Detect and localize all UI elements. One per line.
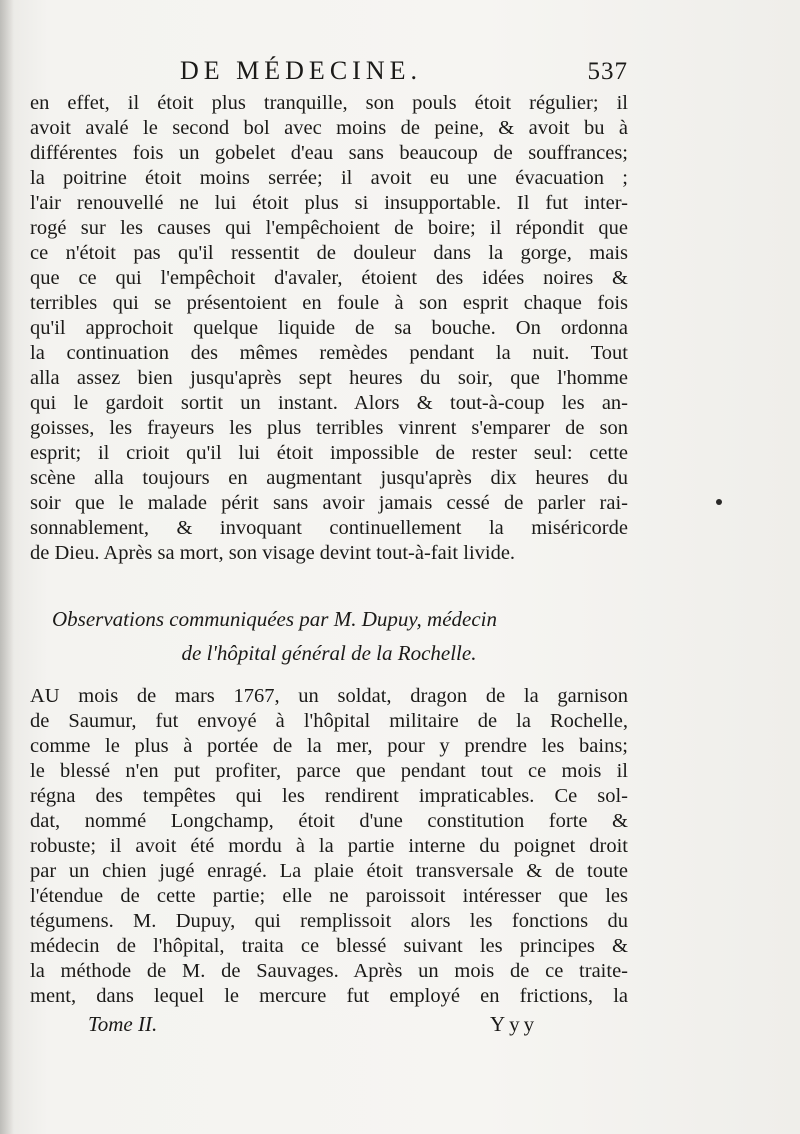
text-line: AU mois de mars 1767, un soldat, dragon de la garnison	[30, 685, 628, 707]
volume-label: Tome II.	[88, 1012, 158, 1036]
text-line: terribles qui se présentoient en foule à son esprit chaque fois	[30, 292, 628, 314]
page-footer	[30, 1012, 628, 1042]
text-line: régna des tempêtes qui les rendirent impraticables. Ce sol-	[30, 785, 628, 807]
paragraph-2	[30, 684, 628, 1009]
text-line: tégumens. M. Dupuy, qui remplissoit alors les fonctions du	[30, 910, 628, 932]
text-line: la poitrine étoit moins serrée; il avoit eu une évacuation ;	[30, 167, 628, 189]
text-line: la méthode de M. de Sauvages. Après un mois de ce traite-	[30, 960, 628, 982]
text-line: sonnablement, & invoquant continuellement la miséricorde	[30, 517, 628, 539]
text-line: avoit avalé le second bol avec moins de peine, & avoit bu à	[30, 117, 628, 139]
text-line: rogé sur les causes qui l'empêchoient de boire; il répondit que	[30, 217, 628, 239]
text-line: comme le plus à portée de la mer, pour y prendre les bains;	[30, 735, 628, 757]
text-line: goisses, les frayeurs les plus terribles vinrent s'emparer de son	[30, 417, 628, 439]
text-line: esprit; il crioit qu'il lui étoit impossible de rester seul: cette	[30, 442, 628, 464]
text-line: alla assez bien jusqu'après sept heures du soir, que l'homme	[30, 367, 628, 389]
text-line: soir que le malade périt sans avoir jamais cessé de parler rai-	[30, 492, 628, 514]
section-heading-line-1: Observations communiquées par M. Dupuy, médecin	[52, 607, 497, 631]
gutter-shadow	[0, 0, 14, 1134]
text-line: scène alla toujours en augmentant jusqu'après dix heures du	[30, 467, 628, 489]
signature-mark: Yyy	[490, 1012, 539, 1036]
running-head: DE MÉDECINE.	[180, 56, 422, 85]
text-line: l'air renouvellé ne lui étoit plus si insupportable. Il fut inter-	[30, 192, 628, 214]
text-line: que ce qui l'empêchoit d'avaler, étoient des idées noires &	[30, 267, 628, 289]
text-line: médecin de l'hôpital, traita ce blessé suivant les principes &	[30, 935, 628, 957]
text-line: la continuation des mêmes remèdes pendant la nuit. Tout	[30, 342, 628, 364]
ink-speck	[716, 499, 722, 505]
text-line: qu'il approchoit quelque liquide de sa bouche. On ordonna	[30, 317, 628, 339]
text-line: différentes fois un gobelet d'eau sans beaucoup de souffrances;	[30, 142, 628, 164]
text-line: robuste; il avoit été mordu à la partie interne du poignet droit	[30, 835, 628, 857]
text-line: qui le gardoit sortit un instant. Alors & tout-à-coup les an-	[30, 392, 628, 414]
text-line: ce n'étoit pas qu'il ressentit de douleur dans la gorge, mais	[30, 242, 628, 264]
text-line: ment, dans lequel le mercure fut employé en frictions, la	[30, 985, 628, 1007]
text-line: en effet, il étoit plus tranquille, son pouls étoit régulier; il	[30, 92, 628, 114]
text-line: de Saumur, fut envoyé à l'hôpital militaire de la Rochelle,	[30, 710, 628, 732]
text-line: le blessé n'en put profiter, parce que pendant tout ce mois il	[30, 760, 628, 782]
paragraph-1	[30, 91, 628, 566]
text-line: l'étendue de cette partie; elle ne paroissoit intéresser que les	[30, 885, 628, 907]
text-line: dat, nommé Longchamp, étoit d'une constitution forte &	[30, 810, 628, 832]
text-line: de Dieu. Après sa mort, son visage devint tout-à-fait livide.	[30, 542, 516, 564]
section-heading-line-2: de l'hôpital général de la Rochelle.	[181, 641, 477, 665]
text-line: par un chien jugé enragé. La plaie étoit transversale & de toute	[30, 860, 628, 882]
page-header	[30, 56, 628, 96]
page-number: 537	[587, 58, 628, 85]
